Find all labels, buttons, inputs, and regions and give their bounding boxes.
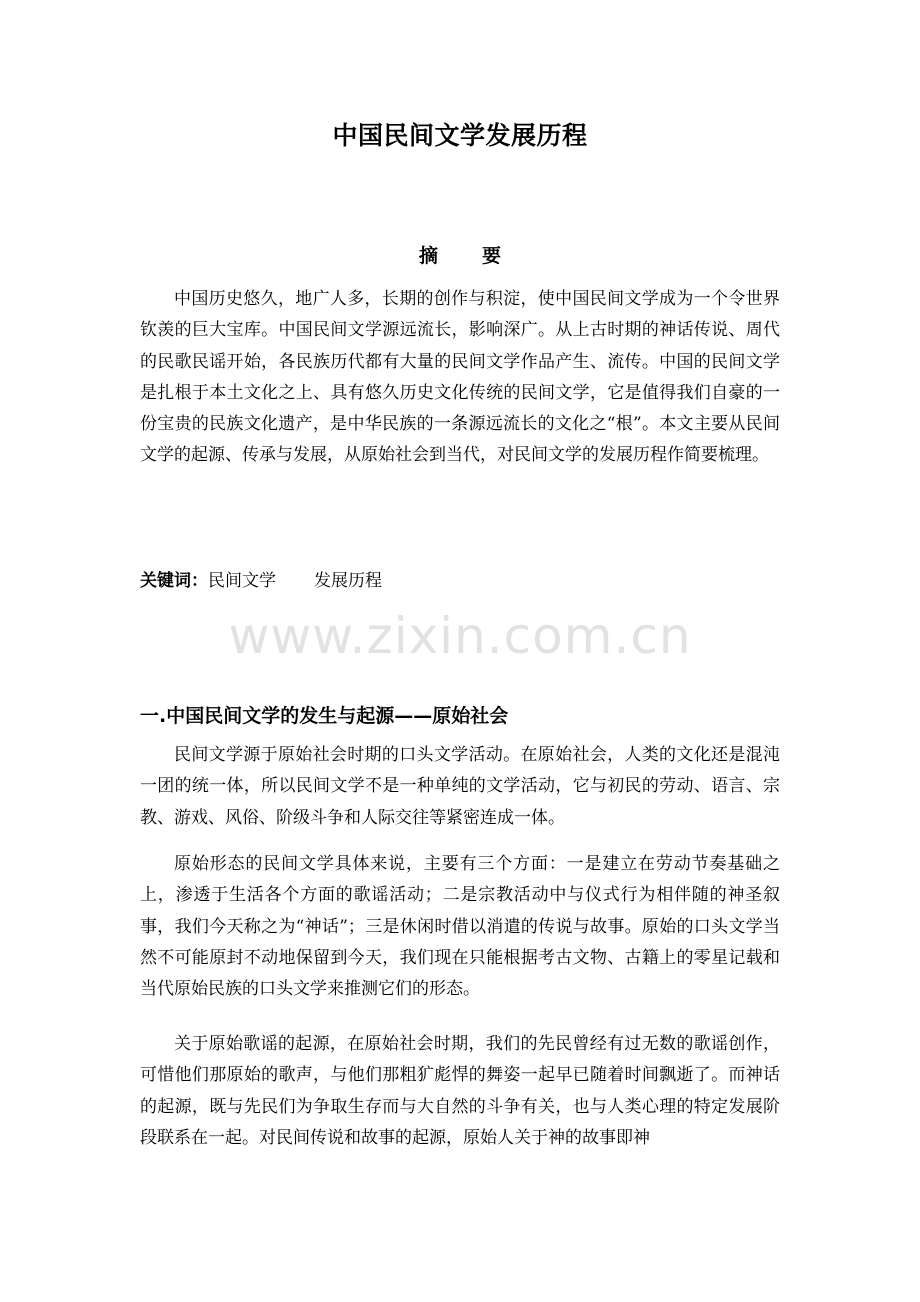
keywords-label: 关键词： (140, 571, 208, 591)
document-title: 中国民间文学发展历程 (332, 121, 588, 150)
abstract-body: 中国历史悠久，地广人多，长期的创作与积淀，使中国民间文学成为一个令世界钦羡的巨大宝库。中国民间文学源远流长，影响深广。从上古时期的神话传说、周代的民歌民谣开始，各民族历代都有大量的民间文学作品产生、流传。中国的民间文学是扎根于本土文化之上、具有悠久历史文化传统的民间文学，它是值得我们自豪的一份宝贵的民族文化遗产，是中华民族的一条源远流长的文化之“根”。本文主要从民间文学的起源、传承与发展，从原始社会到当代，对民间文学的发展历程作简要梳理。 (140, 289, 780, 466)
keyword-item: 民间文学 (208, 571, 276, 591)
watermark: www.zixin.com.cn (228, 607, 692, 665)
section-paragraph: 民间文学源于原始社会时期的口头文学活动。在原始社会，人类的文化还是混沌一团的统一体，所以民间文学不是一种单纯的文学活动，它与初民的劳动、语言、宗教、游戏、风俗、阶级斗争和人际交往等紧密连成一体。 (140, 745, 780, 828)
section-heading: 一.中国民间文学的发生与起源——原始社会 (140, 705, 509, 727)
keyword-item: 发展历程 (314, 571, 382, 591)
abstract-heading-char-1: 摘 (418, 245, 438, 267)
abstract-heading-char-2: 要 (482, 245, 502, 267)
section-paragraph: 关于原始歌谣的起源，在原始社会时期，我们的先民曾经有过无数的歌谣创作，可惜他们那原始的歌声，与他们那粗犷彪悍的舞姿一起早已随着时间飘逝了。而神话的起源，既与先民们为争取生存而与大自然的斗争有关，也与人类心理的特定发展阶段联系在一起。对民间传说和故事的起源，原始人关于神的故事即神 (140, 1034, 780, 1148)
abstract-heading (0, 240, 920, 272)
keywords-line (140, 566, 780, 597)
section-paragraph: 原始形态的民间文学具体来说，主要有三个方面：一是建立在劳动节奏基础之上，渗透于生活各个方面的歌谣活动；二是宗教活动中与仪式行为相伴随的神圣叙事，我们今天称之为“神话”；三是休闲时借以消遣的传说与故事。原始的口头文学当然不可能原封不动地保留到今天，我们现在只能根据考古文物、古籍上的零星记载和当代原始民族的口头文学来推测它们的形态。 (140, 854, 780, 1000)
